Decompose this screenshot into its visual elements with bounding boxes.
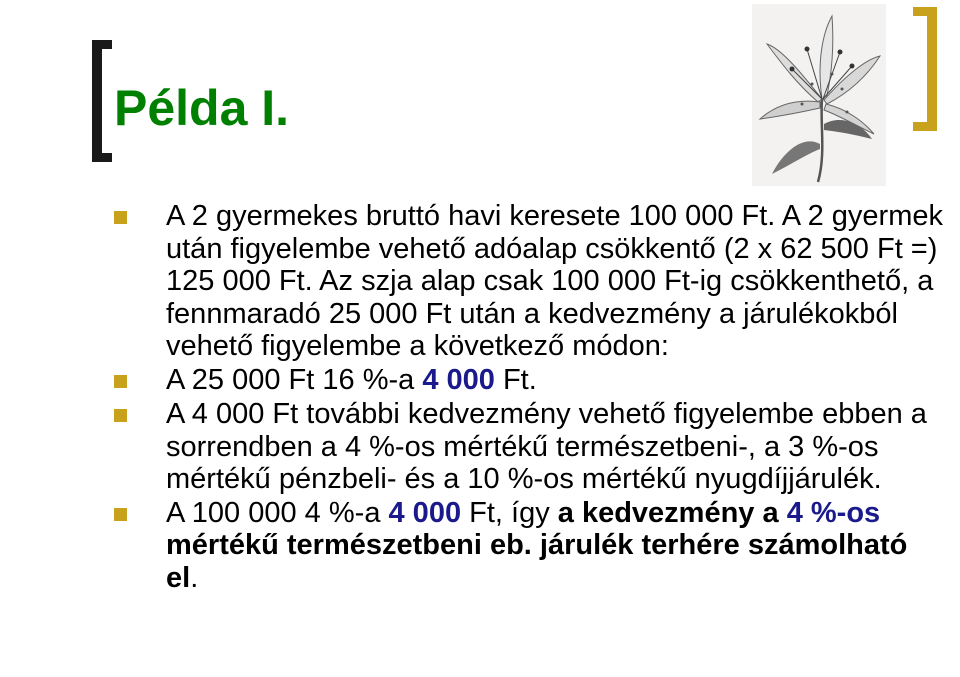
- right-bracket-decoration: [913, 7, 937, 131]
- bold-text: mértékű természetbeni eb. járulék terhére számolható el: [166, 529, 908, 594]
- highlighted-amount: 4 000: [422, 363, 495, 396]
- highlighted-percent: 4 %-os: [786, 496, 881, 529]
- bullet-text: .: [190, 561, 199, 594]
- bullet-text: A 25 000 Ft 16 %-a: [166, 363, 423, 396]
- bullet-text: A 2 gyermekes bruttó havi keresete 100 000 Ft. A 2 gyermek után figyelembe vehető adóalap csökkentő (2 x 62 500 Ft =) 125 000 Ft. Az szja alap csak 100 000 Ft-ig csökkenthető, a fennmaradó 25 000 Ft után a kedvezmény a járulékokból vehető figyelembe a következő módon:: [166, 200, 943, 362]
- lily-flower-illustration: [752, 4, 886, 186]
- bullet-text: Ft, így: [461, 496, 558, 529]
- bullet-item: [114, 200, 944, 363]
- bullet-square-icon: [114, 211, 127, 224]
- highlighted-amount: 4 000: [388, 496, 462, 529]
- bullet-text: Ft.: [494, 363, 537, 396]
- bold-text: a kedvezmény a: [557, 496, 787, 529]
- bullet-text: A 100 000 4 %-a: [166, 496, 389, 529]
- bullet-square-icon: [114, 508, 127, 521]
- bullet-text: A 4 000 Ft további kedvezmény vehető figyelembe ebben a sorrendben a 4 %-os mértékű természetbeni-, a 3 %-os mértékű pénzbeli- és a 10 %-os mértékű nyugdíjjárulék.: [166, 398, 927, 495]
- left-bracket-decoration: [92, 40, 112, 162]
- slide-title: Példa I.: [114, 80, 290, 136]
- bullet-list: [114, 200, 944, 594]
- bullet-square-icon: [114, 409, 127, 422]
- bullet-item: [114, 364, 944, 397]
- bullet-item: [114, 497, 944, 595]
- bullet-item: [114, 398, 944, 496]
- bullet-square-icon: [114, 375, 127, 388]
